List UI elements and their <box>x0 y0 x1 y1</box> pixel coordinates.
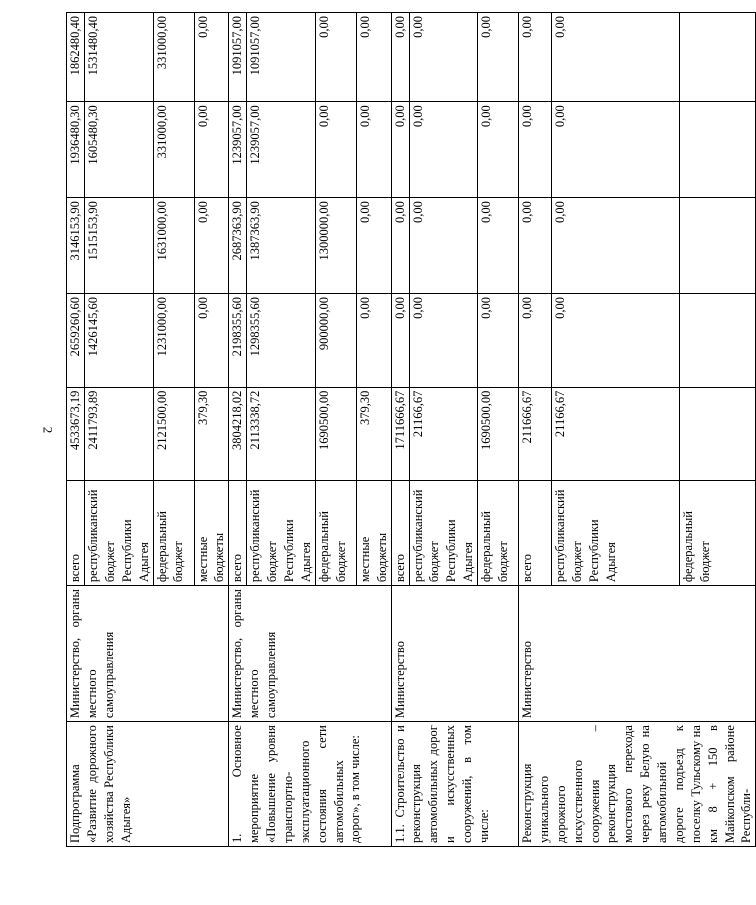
funding-source: всего <box>67 481 85 586</box>
amount-cell: 331000,00 <box>153 13 194 102</box>
funding-source: федеральный бюджет <box>478 481 519 586</box>
amount-cell: 0,00 <box>519 198 552 294</box>
amount-cell: 1690500,00 <box>315 387 356 481</box>
funding-source: республиканский бюджет Республики Адыгея <box>409 481 478 586</box>
amount-cell: 2198355,60 <box>229 294 247 388</box>
amount-cell: 0,00 <box>315 13 356 102</box>
amount-cell: 4533673,19 <box>67 387 85 481</box>
amount-cell: 21166,67 <box>409 387 478 481</box>
amount-cell: 0,00 <box>409 294 478 388</box>
amount-cell: 0,00 <box>478 294 519 388</box>
amount-cell: 21166,67 <box>552 387 679 481</box>
amount-cell: 2411793,89 <box>85 387 154 481</box>
funding-source: всего <box>229 481 247 586</box>
amount-cell: 1231000,00 <box>153 294 194 388</box>
funding-source: республиканский бюджет Республики Адыгея <box>247 481 316 586</box>
funding-source: федеральный бюджет <box>153 481 194 586</box>
amount-cell: 1936480,30 <box>67 102 85 198</box>
amount-cell: 211666,67 <box>519 387 552 481</box>
measure-name: 1. Основное мероприятие «Повышение уровня транспортно-эксплуатационного состояния сети автомобильных дорог», в том числе: <box>229 722 391 847</box>
amount-cell: 0,00 <box>194 198 229 294</box>
amount-cell: 0,00 <box>356 102 391 198</box>
table-row <box>229 13 247 847</box>
amount-cell: 1631000,00 <box>153 198 194 294</box>
amount-cell <box>679 387 755 481</box>
amount-cell: 1239057,00 <box>247 102 316 198</box>
amount-cell <box>679 13 755 102</box>
budget-table <box>66 12 756 847</box>
amount-cell: 0,00 <box>391 294 409 388</box>
amount-cell: 0,00 <box>478 198 519 294</box>
executor: Министерство <box>519 586 756 722</box>
amount-cell <box>679 294 755 388</box>
amount-cell: 1300000,00 <box>315 198 356 294</box>
amount-cell: 1531480,40 <box>85 13 154 102</box>
amount-cell: 0,00 <box>552 294 679 388</box>
amount-cell: 0,00 <box>391 198 409 294</box>
amount-cell: 1091057,00 <box>247 13 316 102</box>
amount-cell: 0,00 <box>391 13 409 102</box>
amount-cell: 1605480,30 <box>85 102 154 198</box>
table-row <box>391 13 409 847</box>
amount-cell: 3146153,90 <box>67 198 85 294</box>
amount-cell: 0,00 <box>315 102 356 198</box>
measure-name: Реконструкция уникального дорожного искусственного сооружения – реконструкция мостового перехода через реку Белую на автомобильной дороге подъезд к поселку Тульскому на км 8 + 150 в Майкопском районе Республи- <box>519 722 756 847</box>
amount-cell: 0,00 <box>519 13 552 102</box>
amount-cell: 0,00 <box>409 13 478 102</box>
amount-cell: 0,00 <box>409 198 478 294</box>
amount-cell: 0,00 <box>356 294 391 388</box>
amount-cell: 1426145,60 <box>85 294 154 388</box>
funding-source: всего <box>391 481 409 586</box>
funding-source: всего <box>519 481 552 586</box>
funding-source: республиканский бюджет Республики Адыгея <box>552 481 679 586</box>
amount-cell: 2659260,60 <box>67 294 85 388</box>
amount-cell: 1711666,67 <box>391 387 409 481</box>
amount-cell <box>679 198 755 294</box>
amount-cell: 1239057,00 <box>229 102 247 198</box>
amount-cell: 3804218,02 <box>229 387 247 481</box>
amount-cell: 1387363,90 <box>247 198 316 294</box>
rotated-table-area <box>66 12 754 847</box>
table-row <box>67 13 85 847</box>
amount-cell: 0,00 <box>194 102 229 198</box>
funding-source: федеральный бюджет <box>315 481 356 586</box>
amount-cell: 1091057,00 <box>229 13 247 102</box>
amount-cell: 379,30 <box>356 387 391 481</box>
funding-source: республиканский бюджет Республики Адыгея <box>85 481 154 586</box>
amount-cell: 1862480,40 <box>67 13 85 102</box>
amount-cell: 2121500,00 <box>153 387 194 481</box>
amount-cell: 1690500,00 <box>478 387 519 481</box>
amount-cell: 0,00 <box>519 294 552 388</box>
amount-cell: 0,00 <box>552 198 679 294</box>
amount-cell: 0,00 <box>478 102 519 198</box>
amount-cell: 0,00 <box>519 102 552 198</box>
amount-cell: 1515153,90 <box>85 198 154 294</box>
amount-cell: 0,00 <box>391 102 409 198</box>
amount-cell: 0,00 <box>356 198 391 294</box>
amount-cell: 0,00 <box>552 13 679 102</box>
executor: Министерство <box>391 586 519 722</box>
amount-cell <box>679 102 755 198</box>
funding-source: местные бюджеты <box>194 481 229 586</box>
amount-cell: 0,00 <box>356 13 391 102</box>
measure-name: 1.1. Строительство и реконструкция автомобильных дорог и искусственных сооружений, в том числе: <box>391 722 519 847</box>
table-row <box>519 13 552 847</box>
page-number: 2 <box>40 426 56 434</box>
amount-cell: 1298355,60 <box>247 294 316 388</box>
amount-cell: 0,00 <box>478 13 519 102</box>
amount-cell: 2113338,72 <box>247 387 316 481</box>
amount-cell: 0,00 <box>552 102 679 198</box>
executor: Министерство, органы местного самоуправления <box>229 586 391 722</box>
amount-cell: 0,00 <box>194 13 229 102</box>
amount-cell: 0,00 <box>194 294 229 388</box>
amount-cell: 331000,00 <box>153 102 194 198</box>
measure-name: Подпрограмма «Развитие дорожного хозяйства Республики Адыгея» <box>67 722 229 847</box>
amount-cell: 0,00 <box>409 102 478 198</box>
amount-cell: 900000,00 <box>315 294 356 388</box>
amount-cell: 2687363,90 <box>229 198 247 294</box>
funding-source: местные бюджеты <box>356 481 391 586</box>
funding-source: федеральный бюджет <box>679 481 755 586</box>
amount-cell: 379,30 <box>194 387 229 481</box>
executor: Министерство, органы местного самоуправления <box>67 586 229 722</box>
